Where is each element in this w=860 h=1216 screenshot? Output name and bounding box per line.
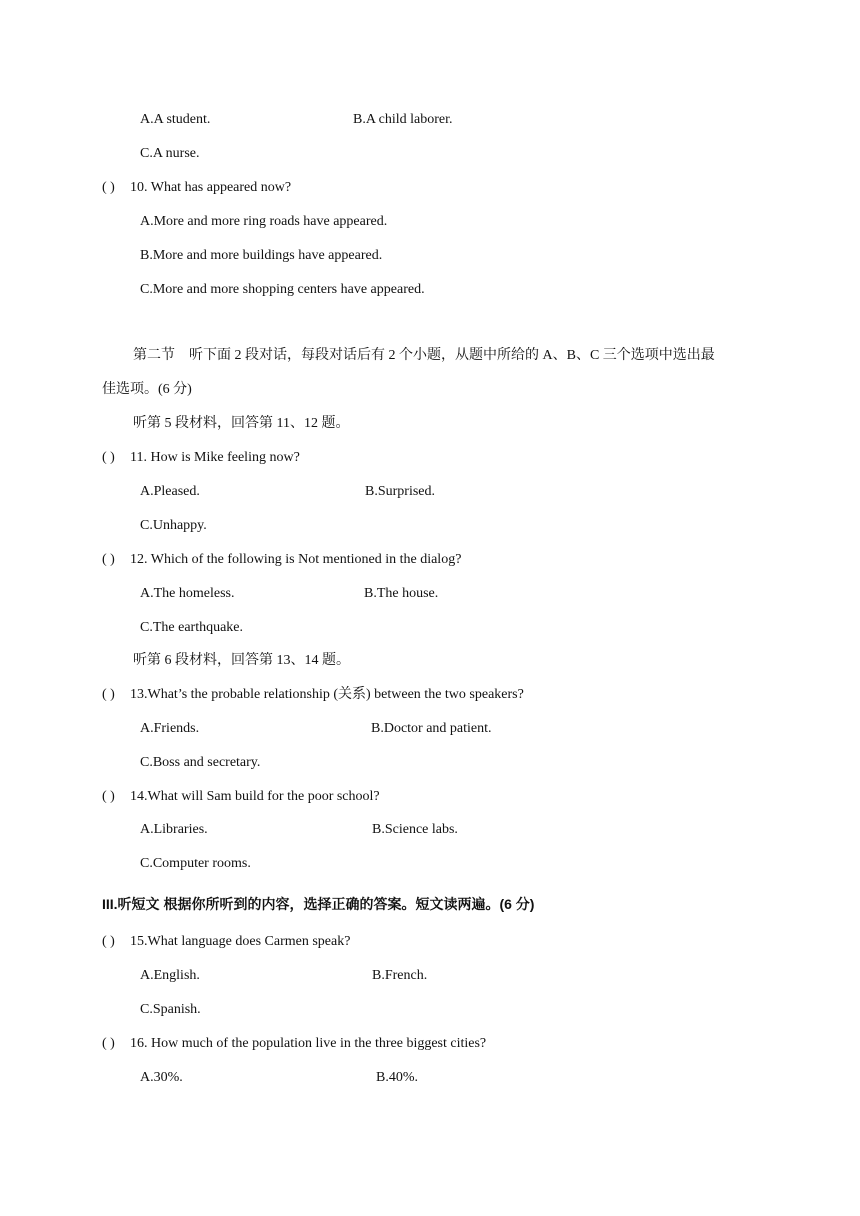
- q13-option-b: B.Doctor and patient.: [371, 721, 492, 736]
- section3-heading: III.听短文 根据你所听到的内容，选择正确的答案。短文读两遍。(6 分): [102, 896, 535, 912]
- q12-option-c: C.The earthquake.: [140, 620, 244, 635]
- q13-question: [102, 686, 524, 704]
- q11-option-b: B.Surprised.: [365, 484, 435, 499]
- answer-blank: ( ): [102, 552, 115, 567]
- q12-option-b: B.The house.: [364, 586, 439, 601]
- question-text: 13.What’s the probable relationship (关系) between the two speakers?: [130, 687, 524, 702]
- q16-option-a: A.30%.: [140, 1070, 183, 1085]
- q9-option-b: B.A child laborer.: [353, 112, 453, 127]
- answer-blank: ( ): [102, 1036, 115, 1051]
- section2-intro-line1: 第二节 听下面 2 段对话，每段对话后有 2 个小题，从题中所给的 A、B、C 三个选项中选出最: [133, 348, 715, 363]
- q13-option-a: A.Friends.: [140, 721, 200, 736]
- answer-blank: ( ): [102, 450, 115, 465]
- q16-question: [102, 1035, 486, 1053]
- q13-option-c: C.Boss and secretary.: [140, 755, 261, 770]
- answer-blank: ( ): [102, 687, 115, 702]
- q14-option-c: C.Computer rooms.: [140, 856, 251, 871]
- question-text: 11. How is Mike feeling now?: [130, 450, 300, 465]
- q9-option-a: A.A student.: [140, 112, 211, 127]
- q15-option-b: B.French.: [372, 968, 428, 983]
- q11-question: [102, 449, 300, 467]
- material-6-instruction: 听第 6 段材料，回答第 13、14 题。: [133, 653, 350, 668]
- question-text: 16. How much of the population live in the three biggest cities?: [130, 1036, 487, 1051]
- q14-option-a: A.Libraries.: [140, 822, 208, 837]
- section2-intro-line2: 佳选项。(6 分): [102, 382, 192, 397]
- answer-blank: ( ): [102, 934, 115, 949]
- q10-option-a: A.More and more ring roads have appeared.: [140, 214, 388, 229]
- answer-blank: ( ): [102, 180, 115, 195]
- q12-option-a: A.The homeless.: [140, 586, 235, 601]
- q10-option-b: B.More and more buildings have appeared.: [140, 248, 383, 263]
- q14-question: [102, 788, 380, 806]
- q15-option-c: C.Spanish.: [140, 1002, 201, 1017]
- q11-option-a: A.Pleased.: [140, 484, 200, 499]
- q9-option-c: C.A nurse.: [140, 146, 200, 161]
- q10-option-c: C.More and more shopping centers have appeared.: [140, 282, 425, 297]
- q12-question: [102, 551, 461, 569]
- material-5-instruction: 听第 5 段材料，回答第 11、12 题。: [133, 416, 350, 431]
- question-text: 14.What will Sam build for the poor school?: [130, 789, 380, 804]
- question-text: 15.What language does Carmen speak?: [130, 934, 351, 949]
- question-text: 10. What has appeared now?: [130, 180, 292, 195]
- q16-option-b: B.40%.: [376, 1070, 418, 1085]
- q15-option-a: A.English.: [140, 968, 200, 983]
- q15-question: [102, 933, 350, 951]
- q14-option-b: B.Science labs.: [372, 822, 458, 837]
- answer-blank: ( ): [102, 789, 115, 804]
- q11-option-c: C.Unhappy.: [140, 518, 207, 533]
- question-text: 12. Which of the following is Not mentioned in the dialog?: [130, 552, 462, 567]
- q10-question: [102, 179, 291, 197]
